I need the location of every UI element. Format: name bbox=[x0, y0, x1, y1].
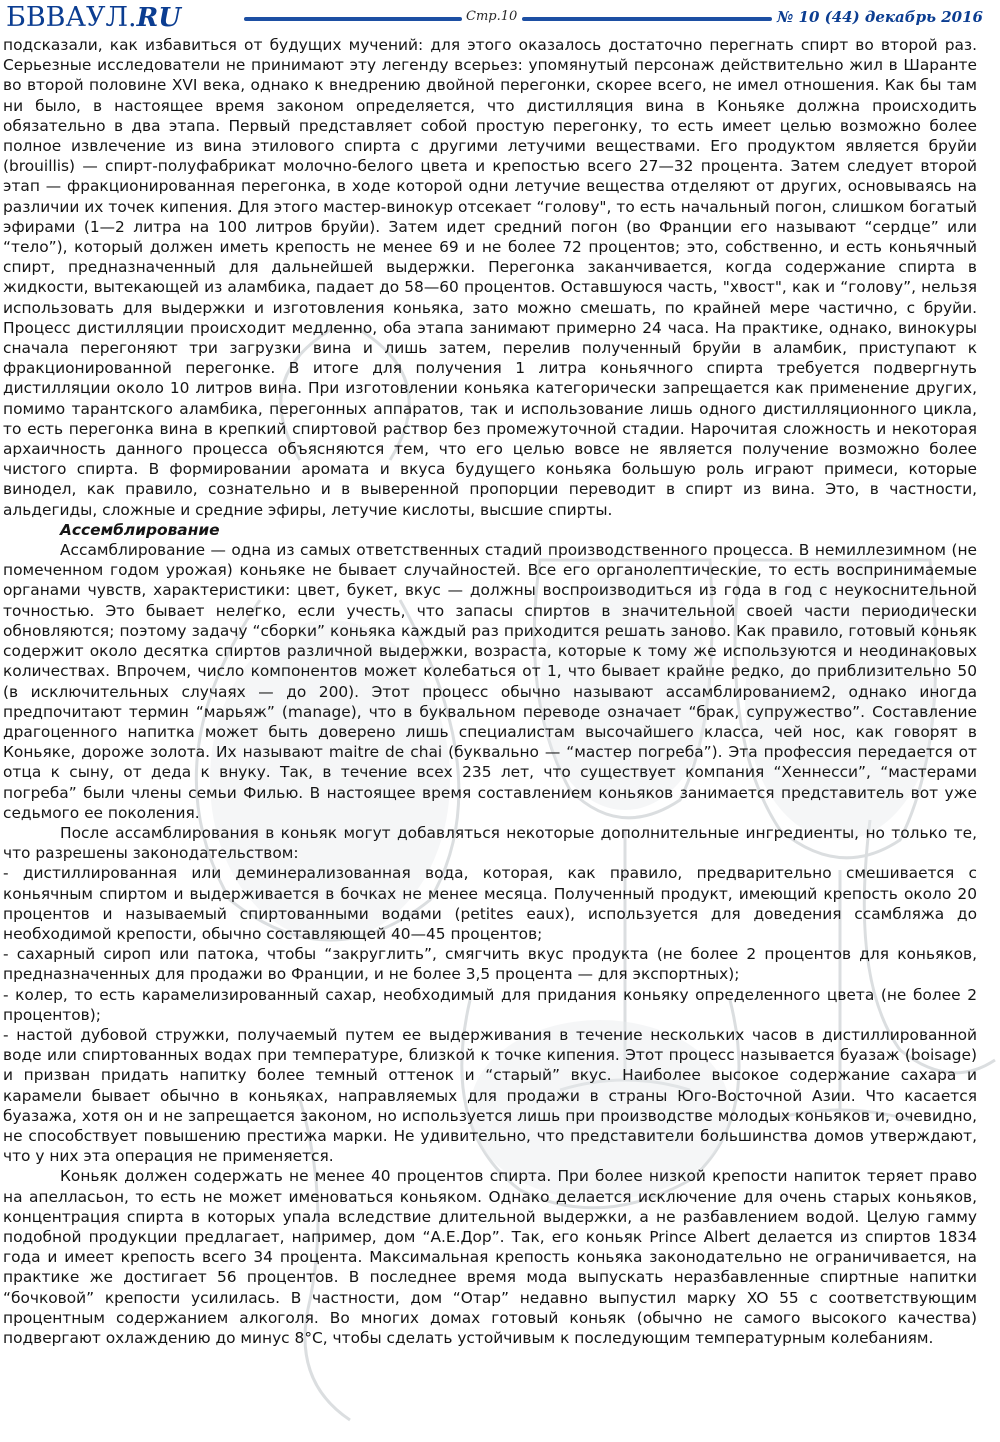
list-item-caramel: - колер, то есть карамелизированный сахар, необходимый для придания коньяку определенного цвета (не более 2 процентов); bbox=[3, 985, 977, 1024]
header-divider-right bbox=[522, 17, 772, 21]
article-body bbox=[3, 35, 977, 1348]
logo-main-text: БВВАУЛ. bbox=[6, 2, 137, 33]
list-item-oak-infusion: - настой дубовой стружки, получаемый путем ее выдерживания в течение нескольких часов в дистиллированной воде или спиртованных водах при температуре, близкой к точке кипения. Этот процесс называется буазаж (boisage) и призван придать напитку более темный оттенок и “старый” вкус. Наиболее высокое содержание сахара и карамели бывает обычно в коньяках, направляемых для продажи в страны Юго-Восточной Азии. Что касается буазажа, хотя он и не запрещается законом, но используется лишь при производстве молодых коньяков и, очевидно, не способствует повышению престижа марки. Не удивительно, что представители большинства домов утверждают, что у них эта операция не применяется. bbox=[3, 1025, 977, 1166]
page-header bbox=[0, 0, 1000, 40]
logo-suffix-text: RU bbox=[136, 3, 181, 33]
issue-label: № 10 (44) декабрь 2016 bbox=[777, 8, 983, 26]
paragraph-additives-intro: После ассамблирования в коньяк могут добавляться некоторые дополнительные ингредиенты, но только те, что разрешены законодательством: bbox=[3, 823, 977, 863]
list-item-syrup: - сахарный сироп или патока, чтобы “закруглить”, смягчить вкус продукта (не более 2 процентов для коньяков, предназначенных для продажи во Франции, и не более 3,5 процента — для экспортных); bbox=[3, 945, 977, 984]
site-logo[interactable] bbox=[6, 2, 181, 33]
paragraph-distillation: подсказали, как избавиться от будущих мучений: для этого оказалось достаточно перегнать спирт во второй раз. Серьезные исследователи не принимают эту легенду всерьез: упомянутый персонаж действительно жил в Шаранте во второй половине XVI века, однако к внедрению двойной перегонки, скорее всего, не имел отношения. Как бы там ни было, в настоящее время законом определяется, что дистилляция вина в Коньяке должна происходить обязательно в два этапа. Первый представляет собой простую перегонку, то есть имеет целью возможно более полное извлечение из вина этилового спирта с другими летучими веществами. Его продуктом является бруйи (brouillis) — спирт-полуфабрикат молочно-белого цвета и крепостью всего 27—32 процента. Затем следует второй этап — фракционированная перегонка, в ходе которой одни летучие вещества отделяют от других, основываясь на различии их точек кипения. Для этого мастер-винокур отсекает “голову", то есть начальный погон, слишком богатый эфирами (1—2 литра на 100 литров бруйи). Затем идет средний погон (во Франции его называют “сердце” или “тело”), который должен иметь крепость не менее 69 и не более 72 процентов; это, собственно, и есть коньячный спирт, предназначенный для дальнейшей выдержки. Перегонка заканчивается, когда содержание спирта в жидкости, вытекающей из аламбика, падает до 58—60 процентов. Оставшуюся часть, "хвост", как и “голову”, нельзя использовать для выдержки и изготовления коньяка, зато можно смешать, по крайней мере частично, с бруйи. Процесс дистилляции происходит медленно, оба этапа занимают примерно 24 часа. На практике, однако, винокуры сначала перегоняют три загрузки вина и лишь затем, перелив полученный бруйи в аламбик, приступают к фракционированной перегонке. В итоге для получения 1 литра коньячного спирта требуется подвергнуть дистилляции около 10 литров вина. При изготовлении коньяка категорически запрещается как применение других, помимо тарантского аламбика, перегонных аппаратов, так и использование лишь одного дистилляционного цикла, то есть перегонка вина в крепкий спиртовой раствор без промежуточной стадии. Нарочитая сложность и некоторая архаичность данного процесса объясняются тем, что его целью вовсе не является получение возможно более чистого спирта. В формировании аромата и вкуса будущего коньяка большую роль играют примеси, которые винодел, как правило, сознательно и в выверенной пропорции переводит в спирт из вина. Это, в частности, альдегиды, сложные и средние эфиры, летучие кислоты, высшие спирты. bbox=[3, 36, 977, 519]
section-heading-assembly: Ассемблирование bbox=[60, 520, 220, 539]
page-number: Стр.10 bbox=[466, 9, 518, 24]
header-divider-left bbox=[244, 17, 462, 21]
list-item-water: - дистиллированная или деминерализованная вода, которая, как правило, предварительно смешивается с коньячным спиртом и выдерживается в бочках не менее месяца. Полученный продукт, имеющий крепость около 20 процентов и называемый спиртованными водами (petites eaux), используется для доведения ссамбляжа до необходимой крепости, обычно составляющей 40—45 процентов; bbox=[3, 864, 977, 943]
paragraph-strength: Коньяк должен содержать не менее 40 процентов спирта. При более низкой крепости напиток теряет право на апелласьон, то есть не может именоваться коньяком. Однако делается исключение для очень старых коньяков, концентрация спирта в которых упала вследствие длительной выдержки, а не разбавлением водой. Целую гамму подобной продукции предлагает, например, дом “А.Е.Дор”. Так, его коньяк Prince Albert делается из спиртов 1834 года и имеет крепость всего 34 процента. Максимальная крепость коньяка законодательно не ограничивается, на практике же достигает 56 процентов. В последнее время мода выпускать неразбавленные спиртные напитки “бочковой” крепости усилилась. В частности, дом “Отар” недавно выпустил марку XO 55 с соответствующим процентным содержанием алкоголя. Во многих домах готовый коньяк (обычно не самого высокого качества) подвергают охлаждению до минус 8°С, чтобы сделать устойчивым к последующим температурным колебаниям. bbox=[3, 1167, 977, 1347]
paragraph-assembly: Ассамблирование — одна из самых ответственных стадий производственного процесса. В немиллезимном (не помеченном годом урожая) коньяке не бывает случайностей. Все его органолептические, то есть воспринимаемые органами чувств, характеристики: цвет, букет, вкус — должны воспроизводиться из года в год с неукоснительной точностью. Это бывает нелегко, если учесть, что запасы спиртов в значительной своей части периодически обновляются; поэтому задачу “сборки” коньяка каждый раз приходится решать заново. Как правило, готовый коньяк содержит около десятка спиртов различной выдержки, возраста, которые к тому же используются и неодинаковых количествах. Впрочем, число компонентов может колебаться от 1, что бывает крайне редко, до приблизительно 50 (в исключительных случаях — до 200). Этот процесс обычно называют ассамблированием2, однако иногда предпочитают термин “марьяж” (manage), что в буквальном переводе означает “брак, супружество”. Составление драгоценного напитка может быть доверено лишь специалистам высочайшего класса, чей нос, как говорят в Коньяке, дороже золота. Их называют maitre de chai (буквально — “мастер погреба”). Эта профессия передается от отца к сыну, от деда к внуку. Так, в течение всех 235 лет, что существует компания “Хеннесси”, “мастерами погреба” были члены семьи Филью. В настоящее время составлением коньяков занимается представитель вот уже седьмого ее поколения. bbox=[3, 541, 977, 822]
